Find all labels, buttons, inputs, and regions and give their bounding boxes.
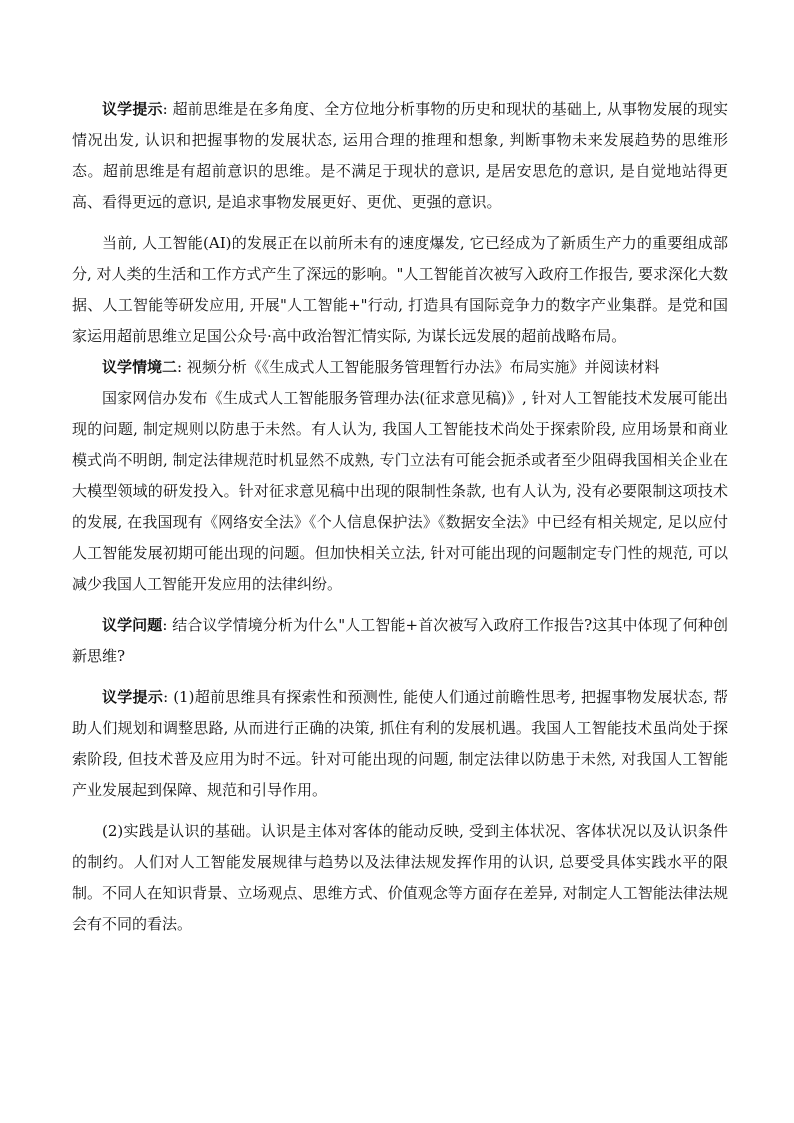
paragraph-text: : 结合议学情境分析为什么"人工智能+首次被写入政府工作报告?这其中体现了何种创新思维? (72, 616, 728, 665)
paragraph-prompt-2-part-2 (72, 816, 728, 940)
paragraph-text: 国家网信办发布《生成式人工智能服务管理办法(征求意见稿)》, 针对人工智能技术发展可能出现的问题, 制定规则以防患于未然。有人认为, 我国人工智能技术尚处于探索阶段, 应用场景和商业模式尚不明朗, 制定法律规范时机显然不成熟, 专门立法有可能会扼杀或者至少阻碍我国相关企业在大模型领域的研发投入。针对征求意见稿中出现的限制性条款, 也有人认为, 没有必要限制这项技术的发展, 在我国现有《网络安全法》《个人信息保护法》《数据安全法》中已经有相关规定, 足以应付人工智能发展初期可能出现的问题。但加快相关立法, 针对可能出现的问题制定专门性的规范, 可以减少我国人工智能开发应用的法律纠纷。 (72, 389, 728, 593)
paragraph-prompt-1 (72, 94, 728, 218)
paragraph-question (72, 610, 728, 672)
paragraph-text: : 超前思维是在多角度、全方位地分析事物的历史和现状的基础上, 从事物发展的现实情况出发, 认识和把握事物的发展状态, 运用合理的推理和想象, 判断事物未来发展趋势的思维形态。超前思维是有超前意识的思维。是不满足于现状的意识, 是居安思危的意识, 是自觉地站得更高、看得更远的意识, 是追求事物发展更好、更优、更强的意识。 (72, 100, 728, 211)
paragraph-ai-context (72, 228, 728, 352)
paragraph-scenario-2 (72, 352, 728, 383)
paragraph-text: : 视频分析《《生成式人工智能服务管理暂行办法》布局实施》并阅读材料 (177, 358, 660, 376)
paragraph-text: (2)实践是认识的基础。认识是主体对客体的能动反映, 受到主体状况、客体状况以及认识条件的制约。人们对人工智能发展规律与趋势以及法律法规发挥作用的认识, 总要受具体实践水平的限制。不同人在知识背景、立场观点、思维方式、价值观念等方面存在差异, 对制定人工智能法律法规会有不同的看法。 (72, 822, 728, 933)
paragraph-lead: 议学情境二 (102, 358, 178, 376)
paragraph-material (72, 383, 728, 600)
paragraph-lead: 议学提示 (102, 100, 163, 118)
paragraph-lead: 议学提示 (102, 688, 164, 706)
paragraph-prompt-2 (72, 682, 728, 806)
paragraph-text: 当前, 人工智能(AI)的发展正在以前所未有的速度爆发, 它已经成为了新质生产力的重要组成部分, 对人类的生活和工作方式产生了深远的影响。"人工智能首次被写入政府工作报告, 要求深化大数据、人工智能等研发应用, 开展"人工智能+"行动, 打造具有国际竞争力的数字产业集群。是党和国家运用超前思维立足国公众号·高中政治智汇情实际, 为谋长远发展的超前战略布局。 (72, 234, 728, 345)
paragraph-lead: 议学问题 (102, 616, 163, 634)
paragraph-text: : (1)超前思维具有探索性和预测性, 能使人们通过前瞻性思考, 把握事物发展状态, 帮助人们规划和调整思路, 从而进行正确的决策, 抓住有利的发展机遇。我国人工智能技术虽尚处于探索阶段, 但技术普及应用为时不远。针对可能出现的问题, 制定法律以防患于未然, 对我国人工智能产业发展起到保障、规范和引导作用。 (72, 688, 728, 799)
